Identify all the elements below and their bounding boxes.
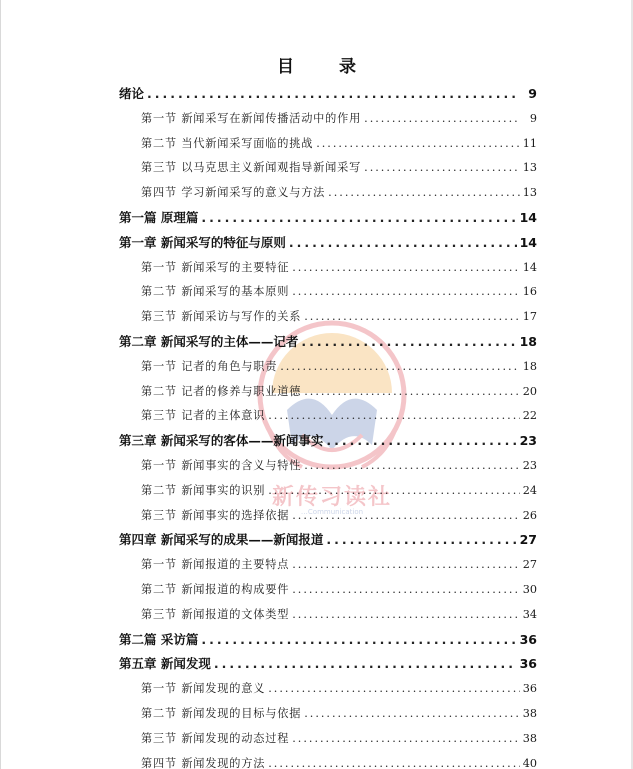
toc-chapter-entry[interactable] [119,330,537,355]
toc-chapter-entry[interactable] [119,652,537,677]
toc-dot-leader [201,628,516,653]
toc-chapter-entry[interactable] [119,429,537,454]
toc-section-entry[interactable] [119,603,537,628]
toc-page-number: 9 [528,86,537,101]
toc-page-number: 38 [522,706,537,720]
toc-dot-leader [214,652,517,677]
toc-section-entry[interactable] [119,280,537,305]
toc-section-entry[interactable] [119,578,537,603]
toc-dot-leader [304,380,520,405]
watermark-subtext: …Communication [300,508,364,516]
toc-section-entry[interactable] [119,404,537,429]
toc-page-number: 24 [522,483,537,497]
toc-entry-label: 第一节 新闻采写的主要特征 [141,260,290,274]
toc-entry-label: 第三章 新闻采写的客体——新闻事实 [119,433,324,449]
toc-dot-leader [326,429,516,454]
toc-entry-label: 第四节 学习新闻采写的意义与方法 [141,186,326,200]
toc-page-number: 36 [519,656,537,672]
toc-page-number: 16 [522,285,537,299]
table-of-contents [119,82,537,769]
toc-section-entry[interactable] [119,727,537,752]
toc-dot-leader [289,231,517,256]
toc-dot-leader [304,702,520,727]
toc-page-number: 17 [522,310,537,324]
watermark-text: 新传习读社 [271,485,392,510]
toc-dot-leader [268,404,520,429]
toc-section-entry[interactable] [119,156,537,181]
toc-dot-leader [364,156,520,181]
toc-page-number: 30 [522,582,537,596]
toc-page-number: 9 [529,111,537,125]
toc-entry-label: 第一节 新闻采写在新闻传播活动中的作用 [141,111,362,125]
toc-page-number: 26 [522,508,537,522]
toc-dot-leader [292,603,520,628]
toc-chapter-entry[interactable] [119,231,537,256]
toc-dot-leader [147,82,520,107]
toc-section-entry[interactable] [119,256,537,281]
toc-dot-leader [280,355,520,380]
toc-entry-label: 第一节 新闻报道的主要特点 [141,558,290,572]
toc-dot-leader [316,132,520,157]
toc-page-number: 23 [522,458,537,472]
toc-entry-label: 第三节 新闻发现的动态过程 [141,731,290,745]
toc-entry-label: 第四节 新闻发现的方法 [141,756,266,769]
toc-chapter-entry[interactable] [119,628,537,653]
toc-entry-label: 第二节 记者的修养与职业道德 [141,384,302,398]
toc-chapter-entry[interactable] [119,82,537,107]
toc-dot-leader [292,504,520,529]
toc-page-number: 18 [522,359,537,373]
toc-dot-leader [292,553,520,578]
toc-entry-label: 第一节 记者的角色与职责 [141,359,278,373]
page-left-edge [0,0,1,769]
toc-entry-label: 第三节 以马克思主义新闻观指导新闻采写 [141,161,362,175]
toc-page-number: 23 [519,433,537,449]
toc-page-number: 13 [522,186,537,200]
toc-page-number: 14 [519,234,537,250]
toc-section-entry[interactable] [119,752,537,769]
toc-entry-label: 第二节 当代新闻采写面临的挑战 [141,136,314,150]
page-title: 目 录 [277,57,370,77]
toc-page-number: 11 [522,136,537,150]
toc-dot-leader [292,727,520,752]
toc-section-entry[interactable] [119,479,537,504]
toc-section-entry[interactable] [119,504,537,529]
toc-entry-label: 第二节 新闻发现的目标与依据 [141,706,302,720]
toc-section-entry[interactable] [119,305,537,330]
toc-entry-label: 第二节 新闻报道的构成要件 [141,582,290,596]
toc-page-number: 22 [522,409,537,423]
toc-section-entry[interactable] [119,355,537,380]
toc-dot-leader [268,677,520,702]
toc-entry-label: 第二篇 采访篇 [119,631,199,647]
toc-dot-leader [201,206,516,231]
toc-dot-leader [268,479,520,504]
toc-dot-leader [326,528,516,553]
toc-page-number: 27 [519,532,537,548]
toc-page-number: 20 [522,384,537,398]
toc-page-number: 34 [522,607,537,621]
toc-entry-label: 绪论 [119,86,145,101]
toc-entry-label: 第二节 新闻采写的基本原则 [141,285,290,299]
toc-entry-label: 第二章 新闻采写的主体——记者 [119,333,299,349]
toc-page-number: 40 [522,756,537,769]
toc-entry-label: 第一节 新闻发现的意义 [141,682,266,696]
toc-page-number: 36 [522,682,537,696]
toc-entry-label: 第一篇 原理篇 [119,209,199,225]
toc-dot-leader [364,107,520,132]
toc-entry-label: 第三节 新闻采访与写作的关系 [141,310,302,324]
toc-page-number: 13 [522,161,537,175]
toc-entry-label: 第二节 新闻事实的识别 [141,483,266,497]
toc-chapter-entry[interactable] [119,206,537,231]
toc-section-entry[interactable] [119,181,537,206]
toc-entry-label: 第五章 新闻发现 [119,656,211,672]
toc-section-entry[interactable] [119,553,537,578]
toc-dot-leader [268,752,520,769]
toc-entry-label: 第三节 新闻报道的文体类型 [141,607,290,621]
toc-page-number: 18 [519,333,537,349]
toc-chapter-entry[interactable] [119,528,537,553]
toc-dot-leader [304,454,520,479]
toc-section-entry[interactable] [119,454,537,479]
toc-page-number: 38 [522,731,537,745]
toc-dot-leader [304,305,520,330]
toc-entry-label: 第一章 新闻采写的特征与原则 [119,234,286,250]
toc-dot-leader [292,256,520,281]
toc-dot-leader [292,280,520,305]
toc-page-number: 27 [522,558,537,572]
toc-page-number: 36 [519,631,537,647]
toc-section-entry[interactable] [119,380,537,405]
toc-dot-leader [292,578,520,603]
toc-entry-label: 第三节 记者的主体意识 [141,409,266,423]
toc-dot-leader [328,181,520,206]
toc-section-entry[interactable] [119,132,537,157]
toc-entry-label: 第一节 新闻事实的含义与特性 [141,458,302,472]
toc-section-entry[interactable] [119,677,537,702]
toc-section-entry[interactable] [119,702,537,727]
toc-section-entry[interactable] [119,107,537,132]
toc-entry-label: 第三节 新闻事实的选择依据 [141,508,290,522]
toc-page-number: 14 [519,209,537,225]
toc-page-number: 14 [522,260,537,274]
toc-entry-label: 第四章 新闻采写的成果——新闻报道 [119,532,324,548]
toc-dot-leader [301,330,516,355]
